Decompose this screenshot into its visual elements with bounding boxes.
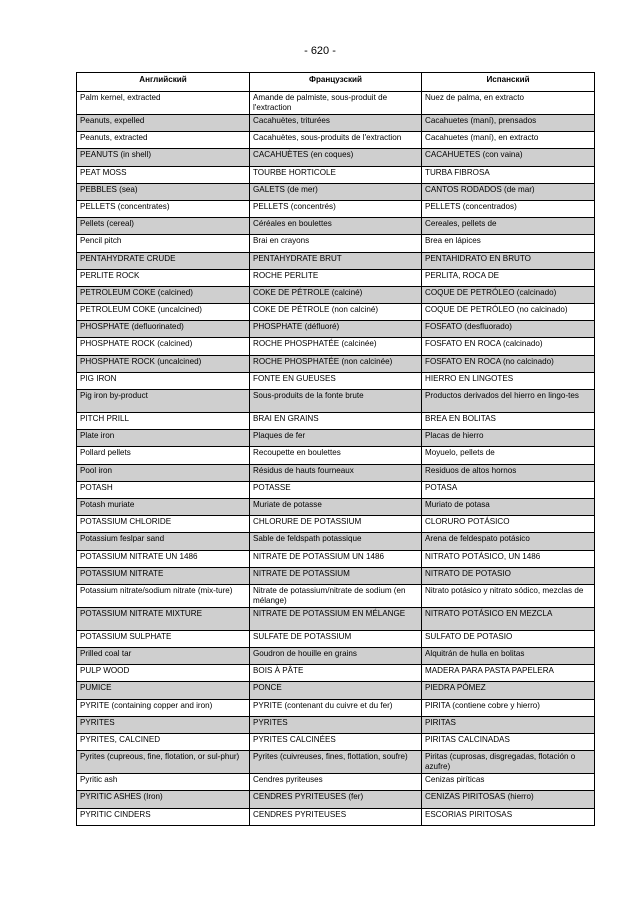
cell-spanish: Productos derivados del hierro en lingo-tes <box>422 390 595 413</box>
cell-english: PEAT MOSS <box>77 166 250 183</box>
cell-spanish: MADERA PARA PASTA PAPELERA <box>422 665 595 682</box>
cell-spanish: Moyuelo, pellets de <box>422 447 595 464</box>
table-row <box>77 447 595 464</box>
cell-french: COKE DE PÉTROLE (non calciné) <box>250 304 422 321</box>
cell-french: NITRATE DE POTASSIUM <box>250 567 422 584</box>
cell-french: PONCE <box>250 682 422 699</box>
cell-french: Pyrites (cuivreuses, fines, flottation, soufre) <box>250 751 422 774</box>
table-row <box>77 751 595 774</box>
cell-english: Potassium nitrate/sodium nitrate (mix-ture) <box>77 584 250 607</box>
table-row <box>77 390 595 413</box>
table-row <box>77 808 595 825</box>
cell-english: PHOSPHATE (defluorinated) <box>77 321 250 338</box>
cell-french: ROCHE PHOSPHATÉE (non calcinée) <box>250 355 422 372</box>
cell-spanish: CANTOS RODADOS (de mar) <box>422 183 595 200</box>
cell-french: SULFATE DE POTASSIUM <box>250 630 422 647</box>
table-row <box>77 149 595 166</box>
cell-english: PERLITE ROCK <box>77 269 250 286</box>
table-row <box>77 355 595 372</box>
cell-french: Cacahuètes, sous-produits de l'extraction <box>250 132 422 149</box>
table-row <box>77 286 595 303</box>
cell-english: PEANUTS (in shell) <box>77 149 250 166</box>
cell-french: CENDRES PYRITEUSES (fer) <box>250 791 422 808</box>
table-row <box>77 235 595 252</box>
table-row <box>77 630 595 647</box>
cell-spanish: PERLITA, ROCA DE <box>422 269 595 286</box>
cell-french: TOURBE HORTICOLE <box>250 166 422 183</box>
cell-english: POTASSIUM CHLORIDE <box>77 516 250 533</box>
cell-french: Cendres pyriteuses <box>250 774 422 791</box>
cell-spanish: Nuez de palma, en extracto <box>422 92 595 115</box>
cell-english: Pyrites (cupreous, fine, flotation, or sul-phur) <box>77 751 250 774</box>
cell-english: Palm kernel, extracted <box>77 92 250 115</box>
cell-french: NITRATE DE POTASSIUM UN 1486 <box>250 550 422 567</box>
cell-french: Goudron de houille en grains <box>250 648 422 665</box>
table-row <box>77 321 595 338</box>
table-row <box>77 464 595 481</box>
header-row <box>77 73 595 92</box>
cell-french: Brai en crayons <box>250 235 422 252</box>
table-row <box>77 304 595 321</box>
cell-french: Amande de palmiste, sous-produit de l'extraction <box>250 92 422 115</box>
cell-spanish: Brea en lápices <box>422 235 595 252</box>
cell-french: PYRITES <box>250 716 422 733</box>
cell-english: POTASSIUM NITRATE <box>77 567 250 584</box>
table-row <box>77 567 595 584</box>
table-header <box>77 73 595 92</box>
table-row <box>77 584 595 607</box>
terms-table <box>76 72 595 826</box>
table-row <box>77 648 595 665</box>
cell-spanish: PENTAHIDRATO EN BRUTO <box>422 252 595 269</box>
cell-french: PYRITE (contenant du cuivre et du fer) <box>250 699 422 716</box>
table-row <box>77 665 595 682</box>
table-row <box>77 607 595 630</box>
cell-english: PYRITES <box>77 716 250 733</box>
table-row <box>77 252 595 269</box>
cell-french: PELLETS (concentrés) <box>250 200 422 217</box>
cell-spanish: NITRATO POTÁSICO EN MEZCLA <box>422 607 595 630</box>
cell-spanish: Cereales, pellets de <box>422 218 595 235</box>
cell-english: Pencil pitch <box>77 235 250 252</box>
table-row <box>77 699 595 716</box>
cell-french: POTASSE <box>250 481 422 498</box>
cell-english: PULP WOOD <box>77 665 250 682</box>
header-spanish: Испанский <box>422 73 595 92</box>
cell-french: Sable de feldspath potassique <box>250 533 422 550</box>
table-row <box>77 774 595 791</box>
cell-spanish: Arena de feldespato potásico <box>422 533 595 550</box>
table-row <box>77 498 595 515</box>
cell-english: Potassium feslpar sand <box>77 533 250 550</box>
cell-french: ROCHE PERLITE <box>250 269 422 286</box>
cell-spanish: NITRATO DE POTASIO <box>422 567 595 584</box>
cell-french: CENDRES PYRITEUSES <box>250 808 422 825</box>
cell-spanish: HIERRO EN LINGOTES <box>422 372 595 389</box>
table-row <box>77 372 595 389</box>
page-number: - 620 - <box>304 45 336 57</box>
table-row <box>77 115 595 132</box>
cell-english: PETROLEUM COKE (calcined) <box>77 286 250 303</box>
cell-english: PITCH PRILL <box>77 413 250 430</box>
cell-french: GALETS (de mer) <box>250 183 422 200</box>
cell-spanish: PIEDRA PÓMEZ <box>422 682 595 699</box>
cell-spanish: BREA EN BOLITAS <box>422 413 595 430</box>
table-row <box>77 481 595 498</box>
cell-spanish: FOSFATO (desfluorado) <box>422 321 595 338</box>
cell-spanish: PELLETS (concentrados) <box>422 200 595 217</box>
cell-french: BRAI EN GRAINS <box>250 413 422 430</box>
cell-french: COKE DE PÉTROLE (calciné) <box>250 286 422 303</box>
cell-english: PELLETS (concentrates) <box>77 200 250 217</box>
cell-english: POTASH <box>77 481 250 498</box>
cell-spanish: PIRITAS CALCINADAS <box>422 734 595 751</box>
cell-english: PUMICE <box>77 682 250 699</box>
cell-english: POTASSIUM NITRATE UN 1486 <box>77 550 250 567</box>
cell-french: BOIS À PÂTE <box>250 665 422 682</box>
cell-english: Pyritic ash <box>77 774 250 791</box>
cell-english: Pellets (cereal) <box>77 218 250 235</box>
cell-french: Résidus de hauts fourneaux <box>250 464 422 481</box>
cell-french: Céréales en boulettes <box>250 218 422 235</box>
table-row <box>77 430 595 447</box>
cell-english: Pig iron by-product <box>77 390 250 413</box>
cell-english: Prilled coal tar <box>77 648 250 665</box>
table-row <box>77 183 595 200</box>
table-row <box>77 92 595 115</box>
cell-french: Recoupette en boulettes <box>250 447 422 464</box>
cell-french: Muriate de potasse <box>250 498 422 515</box>
cell-english: PYRITE (containing copper and iron) <box>77 699 250 716</box>
cell-english: PIG IRON <box>77 372 250 389</box>
cell-spanish: TURBA FIBROSA <box>422 166 595 183</box>
cell-french: Cacahuètes, triturées <box>250 115 422 132</box>
cell-spanish: Cenizas piríticas <box>422 774 595 791</box>
cell-spanish: Residuos de altos hornos <box>422 464 595 481</box>
cell-french: ROCHE PHOSPHATÉE (calcinée) <box>250 338 422 355</box>
cell-english: Peanuts, expelled <box>77 115 250 132</box>
cell-spanish: Nitrato potásico y nitrato sódico, mezclas de <box>422 584 595 607</box>
cell-french: CHLORURE DE POTASSIUM <box>250 516 422 533</box>
table-body <box>77 92 595 826</box>
cell-spanish: COQUE DE PETRÓLEO (calcinado) <box>422 286 595 303</box>
cell-english: Pool iron <box>77 464 250 481</box>
cell-english: Peanuts, extracted <box>77 132 250 149</box>
cell-english: Potash muriate <box>77 498 250 515</box>
cell-english: PYRITIC ASHES (Iron) <box>77 791 250 808</box>
cell-english: PETROLEUM COKE (uncalcined) <box>77 304 250 321</box>
cell-spanish: CLORURO POTÁSICO <box>422 516 595 533</box>
cell-french: PHOSPHATE (défluoré) <box>250 321 422 338</box>
cell-spanish: POTASA <box>422 481 595 498</box>
table-row <box>77 166 595 183</box>
cell-french: NITRATE DE POTASSIUM EN MÉLANGE <box>250 607 422 630</box>
cell-spanish: Piritas (cuprosas, disgregadas, flotación o azufre) <box>422 751 595 774</box>
cell-english: PHOSPHATE ROCK (uncalcined) <box>77 355 250 372</box>
cell-spanish: PIRITA (contiene cobre y hierro) <box>422 699 595 716</box>
cell-french: CACAHUÈTES (en coques) <box>250 149 422 166</box>
cell-french: PENTAHYDRATE BRUT <box>250 252 422 269</box>
cell-english: PYRITIC CINDERS <box>77 808 250 825</box>
table-row <box>77 218 595 235</box>
table-row <box>77 550 595 567</box>
cell-english: PHOSPHATE ROCK (calcined) <box>77 338 250 355</box>
cell-spanish: CACAHUETES (con vaina) <box>422 149 595 166</box>
table-row <box>77 200 595 217</box>
cell-spanish: FOSFATO EN ROCA (no calcinado) <box>422 355 595 372</box>
table-row <box>77 413 595 430</box>
cell-spanish: COQUE DE PETRÓLEO (no calcinado) <box>422 304 595 321</box>
cell-english: POTASSIUM SULPHATE <box>77 630 250 647</box>
table-row <box>77 716 595 733</box>
cell-french: Plaques de fer <box>250 430 422 447</box>
cell-spanish: Cacahuetes (maní), en extracto <box>422 132 595 149</box>
table-row <box>77 734 595 751</box>
cell-english: PENTAHYDRATE CRUDE <box>77 252 250 269</box>
cell-english: Pollard pellets <box>77 447 250 464</box>
cell-english: POTASSIUM NITRATE MIXTURE <box>77 607 250 630</box>
cell-spanish: CENIZAS PIRITOSAS (hierro) <box>422 791 595 808</box>
cell-french: PYRITES CALCINÉES <box>250 734 422 751</box>
cell-spanish: FOSFATO EN ROCA (calcinado) <box>422 338 595 355</box>
cell-english: PYRITES, CALCINED <box>77 734 250 751</box>
cell-english: Plate iron <box>77 430 250 447</box>
table-row <box>77 338 595 355</box>
cell-spanish: Cacahuetes (maní), prensados <box>422 115 595 132</box>
cell-english: PEBBLES (sea) <box>77 183 250 200</box>
cell-spanish: PIRITAS <box>422 716 595 733</box>
cell-spanish: Alquitrán de hulla en bolitas <box>422 648 595 665</box>
header-french: Французский <box>250 73 422 92</box>
cell-spanish: Muriato de potasa <box>422 498 595 515</box>
table-row <box>77 791 595 808</box>
cell-spanish: ESCORIAS PIRITOSAS <box>422 808 595 825</box>
table-row <box>77 516 595 533</box>
table-row <box>77 682 595 699</box>
table-row <box>77 132 595 149</box>
cell-spanish: Placas de hierro <box>422 430 595 447</box>
cell-french: Sous-produits de la fonte brute <box>250 390 422 413</box>
cell-spanish: SULFATO DE POTASIO <box>422 630 595 647</box>
header-english: Английский <box>77 73 250 92</box>
cell-spanish: NITRATO POTÁSICO, UN 1486 <box>422 550 595 567</box>
table-row <box>77 269 595 286</box>
table-row <box>77 533 595 550</box>
cell-french: Nitrate de potassium/nitrate de sodium (en mélange) <box>250 584 422 607</box>
cell-french: FONTE EN GUEUSES <box>250 372 422 389</box>
